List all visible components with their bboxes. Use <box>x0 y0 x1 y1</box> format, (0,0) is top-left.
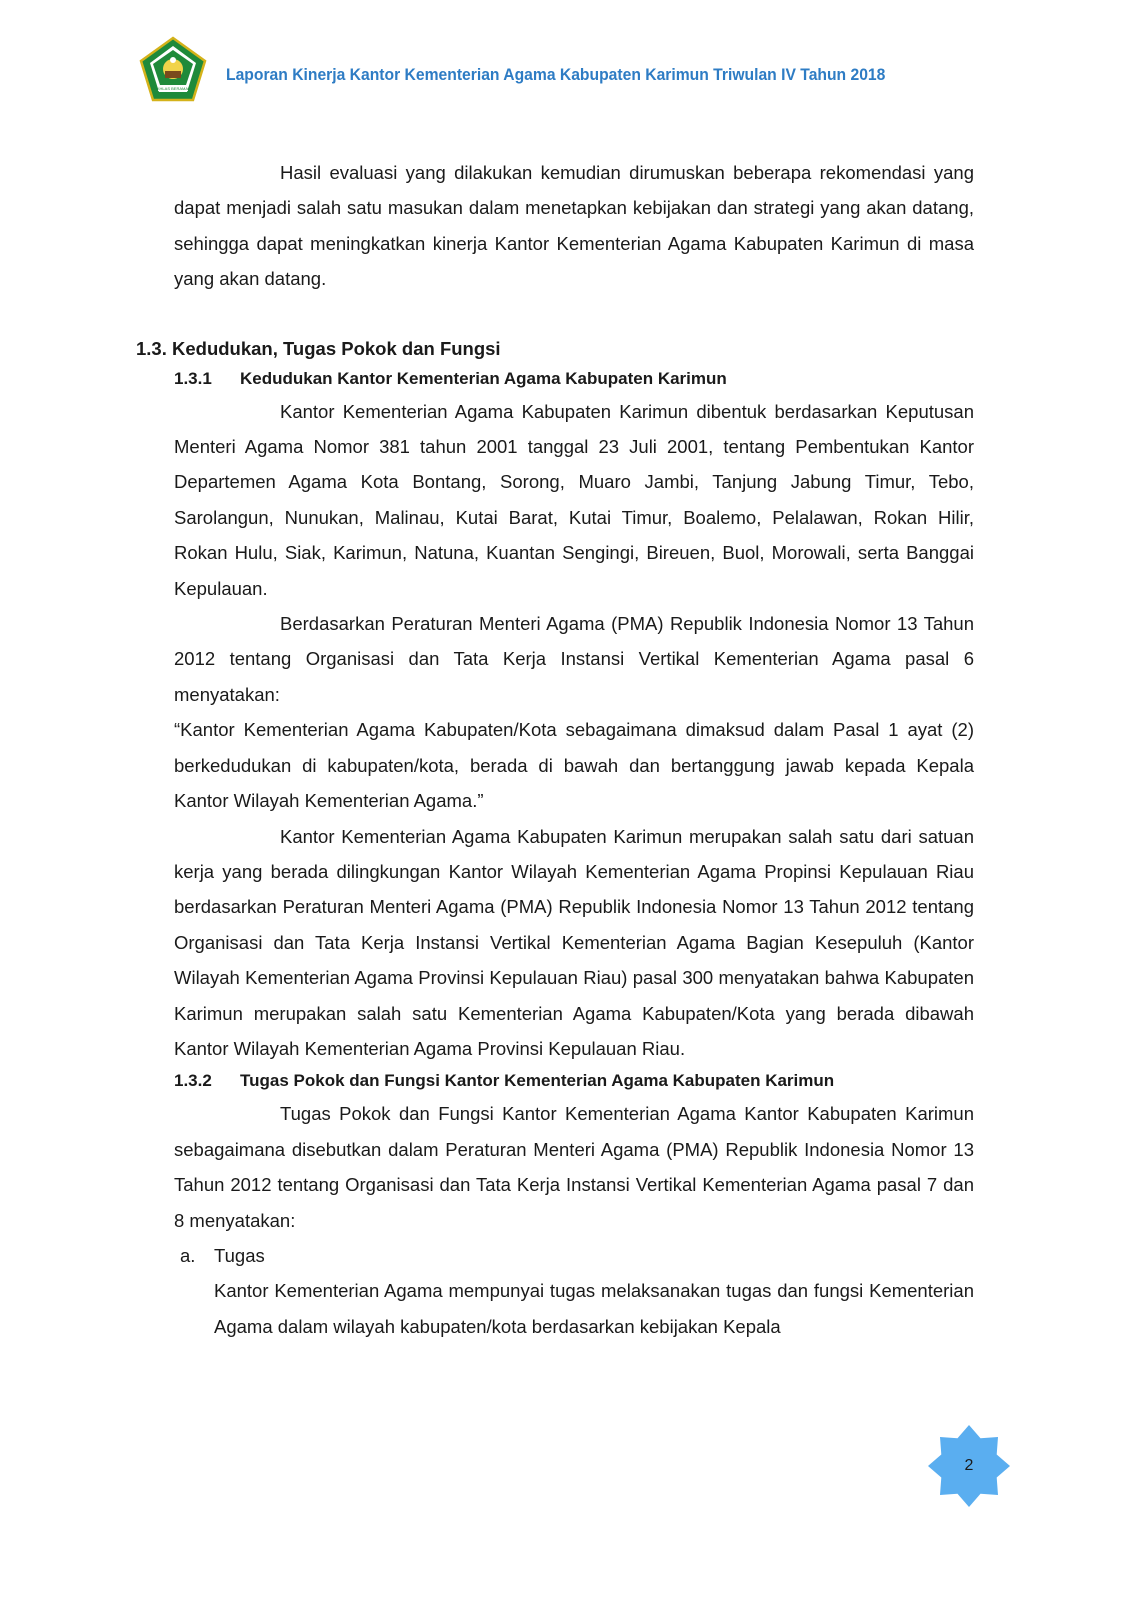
paragraph: Kantor Kementerian Agama Kabupaten Karimun dibentuk berdasarkan Keputusan Menteri Agama Nomor 381 tahun 2001 tanggal 23 Juli 2001, tentang Pembentukan Kantor Departemen Agama Kota Bontang, Sorong, Muaro Jambi, Tanjung Jabung Timur, Tebo, Sarolangun, Nunukan, Malinau, Kutai Barat, Kutai Timur, Boalemo, Pelalawan, Rokan Hilir, Rokan Hulu, Siak, Karimun, Natuna, Kuantan Sengingi, Bireuen, Buol, Morowali, serta Banggai Kepulauan. <box>174 400 974 599</box>
subsection-number: 1.3.2 <box>174 1071 212 1091</box>
paragraph: Kantor Kementerian Agama Kabupaten Karimun merupakan salah satu dari satuan kerja yang berada dilingkungan Kantor Wilayah Kementerian Agama Propinsi Kepulauan Riau berdasarkan Peraturan Menteri Agama (PMA) Republik Indonesia Nomor 13 Tahun 2012 tentang Organisasi dan Tata Kerja Instansi Vertikal Kementerian Agama Bagian Kesepuluh (Kantor Wilayah Kementerian Agama Provinsi Kepulauan Riau) pasal 300 menyatakan bahwa Kabupaten Karimun merupakan salah satu Kementerian Agama Kabupaten/Kota yang berada dibawah Kantor Wilayah Kementerian Agama Provinsi Kepulauan Riau. <box>174 825 974 1059</box>
page-header <box>0 0 1131 120</box>
subsection-heading-1-3-2 <box>174 1066 974 1096</box>
subsection-title: Tugas Pokok dan Fungsi Kantor Kementerian Agama Kabupaten Karimun <box>240 1071 835 1091</box>
page-content <box>136 155 974 1344</box>
page-number: 2 <box>964 1457 974 1474</box>
svg-text:IKHLAS BERAMAL: IKHLAS BERAMAL <box>155 86 191 91</box>
document-header-title: Laporan Kinerja Kantor Kementerian Agama Kabupaten Karimun Triwulan IV Tahun 2018 <box>226 66 886 84</box>
intro-paragraph: Hasil evaluasi yang dilakukan kemudian dirumuskan beberapa rekomendasi yang dapat menjadi salah satu masukan dalam menetapkan kebijakan dan strategi yang akan datang, sehingga dapat meningkatkan kinerja Kantor Kementerian Agama Kabupaten Karimun di masa yang akan datang. <box>174 162 974 290</box>
paragraph: Tugas Pokok dan Fungsi Kantor Kementerian Agama Kantor Kabupaten Karimun sebagaimana disebutkan dalam Peraturan Menteri Agama (PMA) Republik Indonesia Nomor 13 Tahun 2012 tentang Organisasi dan Tata Kerja Instansi Vertikal Kementerian Agama pasal 7 dan 8 menyatakan: <box>174 1103 974 1231</box>
list-item-a <box>174 1238 974 1273</box>
list-label: a. <box>180 1244 196 1266</box>
ministry-emblem-icon <box>138 36 208 106</box>
section-heading: 1.3. Kedudukan, Tugas Pokok dan Fungsi <box>136 337 501 359</box>
subsection-heading-1-3-1 <box>174 364 974 394</box>
list-item-title: Tugas <box>214 1244 265 1266</box>
list-item-text: Kantor Kementerian Agama mempunyai tugas melaksanakan tugas dan fungsi Kementerian Agama dalam wilayah kabupaten/kota berdasarkan kebijakan Kepala <box>214 1280 974 1337</box>
subsection-title: Kedudukan Kantor Kementerian Agama Kabupaten Karimun <box>240 368 727 388</box>
subsection-number: 1.3.1 <box>174 368 212 388</box>
paragraph: Berdasarkan Peraturan Menteri Agama (PMA) Republik Indonesia Nomor 13 Tahun 2012 tentang Organisasi dan Tata Kerja Instansi Vertikal Kementerian Agama pasal 6 menyatakan: <box>174 613 974 705</box>
quote-paragraph: “Kantor Kementerian Agama Kabupaten/Kota sebagaimana dimaksud dalam Pasal 1 ayat (2) berkedudukan di kabupaten/kota, berada di bawah dan bertanggung jawab kepada Kepala Kantor Wilayah Kementerian Agama.” <box>174 719 974 812</box>
